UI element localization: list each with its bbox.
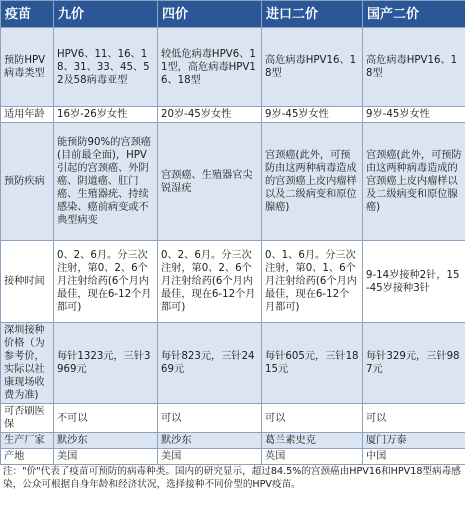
table-cell: 16岁-26岁女性 (54, 107, 158, 123)
table-cell: 0、2、6月。分三次注射，第0、2、6个月注射给药(6个月内最佳，现在6-12个月都可) (54, 241, 158, 323)
table-cell: 默沙东 (158, 433, 262, 449)
table-row-diseases (1, 123, 465, 241)
table-cell: 高危病毒HPV16、18型 (262, 28, 363, 107)
table-cell: 较低危病毒HPV6、11型，高危病毒HPV16、18型 (158, 28, 262, 107)
table-cell: 每针823元，三针2469元 (158, 323, 262, 404)
row-label: 接种时间 (1, 241, 54, 323)
row-label: 预防HPV病毒类型 (1, 28, 54, 107)
row-label: 预防疾病 (1, 123, 54, 241)
header-four-valent: 四价 (158, 1, 262, 28)
header-vaccine: 疫苗 (1, 1, 54, 28)
table-cell: 9-14岁接种2针，15-45岁接种3针 (363, 241, 465, 323)
table-cell: 中国 (363, 449, 465, 465)
table-cell: 可以 (262, 404, 363, 433)
row-label: 可否刷医保 (1, 404, 54, 433)
table-row-hpv-types (1, 28, 465, 107)
table-cell: 每针605元，三针1815元 (262, 323, 363, 404)
header-domestic-bivalent: 国产二价 (363, 1, 465, 28)
header-nine-valent: 九价 (54, 1, 158, 28)
table-cell: 可以 (363, 404, 465, 433)
table-row-origin (1, 449, 465, 465)
table-row-schedule (1, 241, 465, 323)
table-header-row (1, 1, 465, 28)
table-cell: 宫颈癌、生殖器官尖锐湿疣 (158, 123, 262, 241)
row-label: 产地 (1, 449, 54, 465)
table-cell: 能预防90%的宫颈癌(目前最全面)，HPV引起的宫颈癌、外阴癌、阴道癌、肛门癌、生殖器疣、持续感染、癌前病变或不典型病变 (54, 123, 158, 241)
row-label: 深圳接种价格（为参考价，实际以社康现场收费为准) (1, 323, 54, 404)
table-row-price (1, 323, 465, 404)
header-imported-bivalent: 进口二价 (262, 1, 363, 28)
table-row-age (1, 107, 465, 123)
table-cell: 高危病毒HPV16、18型 (363, 28, 465, 107)
table-cell: 不可以 (54, 404, 158, 433)
table-cell: 9岁-45岁女性 (363, 107, 465, 123)
table-cell: 英国 (262, 449, 363, 465)
row-label: 适用年龄 (1, 107, 54, 123)
table-cell: 葛兰素史克 (262, 433, 363, 449)
table-cell: HPV6、11、16、18、31、33、45、52及58病毒亚型 (54, 28, 158, 107)
table-cell: 可以 (158, 404, 262, 433)
table-row-manufacturer (1, 433, 465, 449)
table-cell: 美国 (158, 449, 262, 465)
table-cell: 厦门万泰 (363, 433, 465, 449)
table-cell: 9岁-45岁女性 (262, 107, 363, 123)
table-row-insurance (1, 404, 465, 433)
table-cell: 宫颈癌(此外，可预防由这两种病毒造成的宫颈癌上皮内瘤样以及二级病变和原位腺癌) (363, 123, 465, 241)
table-cell: 0、1、6月。分三次注射，第0、1、6个月注射给药(6个月内最佳，现在6-12个月都可) (262, 241, 363, 323)
footnote: 注："价"代表了疫苗可预防的病毒种类。国内的研究显示，超过84.5%的宫颈癌由HPV16和HPV18型病毒感染，公众可根据自身年龄和经济状况，选择接种不同价型的HPV疫苗。 (0, 465, 465, 492)
table-cell: 默沙东 (54, 433, 158, 449)
row-label: 生产厂家 (1, 433, 54, 449)
table-cell: 0、2、6月。分三次注射，第0、2、6个月注射给药(6个月内最佳，现在6-12个月都可) (158, 241, 262, 323)
table-cell: 每针329元，三针987元 (363, 323, 465, 404)
table-cell: 宫颈癌(此外，可预防由这两种病毒造成的宫颈癌上皮内瘤样以及二级病变和原位腺癌) (262, 123, 363, 241)
table-cell: 美国 (54, 449, 158, 465)
table-cell: 20岁-45岁女性 (158, 107, 262, 123)
table-cell: 每针1323元，三针3969元 (54, 323, 158, 404)
